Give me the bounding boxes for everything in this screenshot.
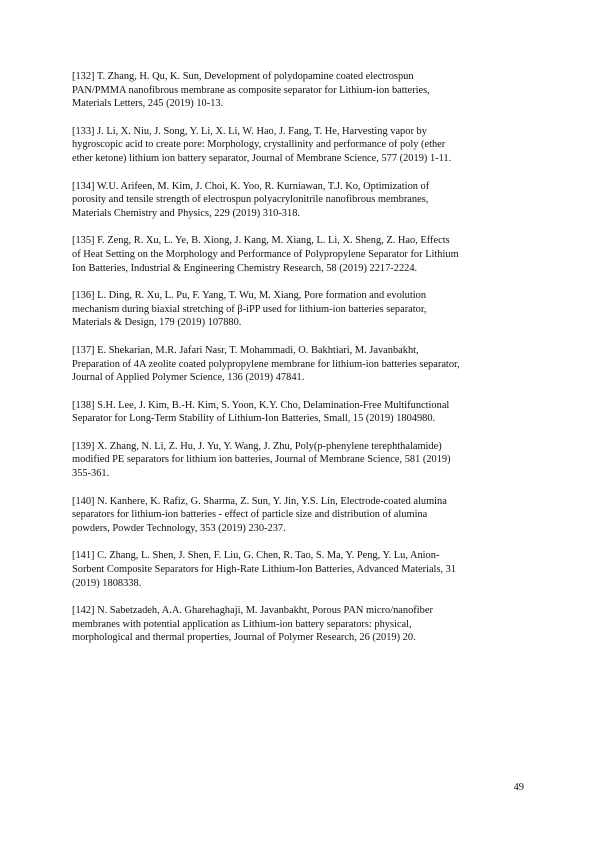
reference-item: [137] E. Shekarian, M.R. Jafari Nasr, T. Mohammadi, O. Bakhtiari, M. Javanbakht, Preparation of 4A zeolite coated polypropylene membrane for lithium-ion batteries separator, Journal of Applied Polymer Science, 136 (2019) 47841.: [72, 344, 460, 384]
reference-item: [141] C. Zhang, L. Shen, J. Shen, F. Liu, G. Chen, R. Tao, S. Ma, Y. Peng, Y. Lu, Anion- Sorbent Composite Separators for High-Rate Lithium-Ion Batteries, Advanced Materials, 31 (2019) 1808338.: [72, 550, 457, 589]
reference-item: [139] X. Zhang, N. Li, Z. Hu, J. Yu, Y. Wang, J. Zhu, Poly(p-phenylene terephthalamide) modified PE separators for lithium ion batteries, Journal of Membrane Science, 581 (2019) 355-361.: [72, 440, 451, 480]
reference-item: [142] N. Sabetzadeh, A.A. Gharehaghaji, M. Javanbakht, Porous PAN micro/nanofiber membranes with potential application as Lithium-ion battery separators: physical, morphological and thermal properties, Journal of Polymer Research, 26 (2019) 20.: [72, 605, 433, 644]
reference-item: [136] L. Ding, R. Xu, L. Pu, F. Yang, T. Wu, M. Xiang, Pore formation and evolution mechanism during biaxial stretching of β-iPP used for lithium-ion batteries separator, Materials & Design, 179 (2019) 107880.: [72, 290, 427, 329]
reference-item: [140] N. Kanhere, K. Rafiz, G. Sharma, Z. Sun, Y. Jin, Y.S. Lin, Electrode-coated alumina separators for lithium-ion batteries - effect of particle size and distribution of alumina powders, Powder Technology, 353 (2019) 230-237.: [72, 495, 447, 534]
reference-item: [138] S.H. Lee, J. Kim, B.-H. Kim, S. Yoon, K.Y. Cho, Delamination-Free Multifunctional Separator for Long-Term Stability of Lithium-Ion Batteries, Small, 15 (2019) 1804980.: [72, 399, 450, 425]
reference-list: [72, 70, 524, 659]
reference-item: [134] W.U. Arifeen, M. Kim, J. Choi, K. Yoo, R. Kurniawan, T.J. Ko, Optimization of porosity and tensile strength of electrospun polyacrylonitrile nanofibrous membranes, Materials Chemistry and Physics, 229 (2019) 310-318.: [72, 180, 430, 219]
page-number: 49: [513, 782, 524, 793]
reference-item: [135] F. Zeng, R. Xu, L. Ye, B. Xiong, J. Kang, M. Xiang, L. Li, X. Sheng, Z. Hao, Effects of Heat Setting on the Morphology and Performance of Polypropylene Separator for Lithium Ion Batteries, Industrial & Engineering Chemistry Research, 58 (2019) 2217-2224.: [72, 235, 459, 274]
reference-item: [133] J. Li, X. Niu, J. Song, Y. Li, X. Li, W. Hao, J. Fang, T. He, Harvesting vapor by hygroscopic acid to create pore: Morphology, crystallinity and performance of poly (ether ether ketone) lithium ion battery separator, Journal of Membrane Science, 577 (2019) 1-11.: [72, 125, 452, 164]
reference-item: [132] T. Zhang, H. Qu, K. Sun, Development of polydopamine coated electrospun PAN/PMMA nanofibrous membrane as composite separator for Lithium-ion batteries, Materials Letters, 245 (2019) 10-13.: [72, 71, 430, 110]
